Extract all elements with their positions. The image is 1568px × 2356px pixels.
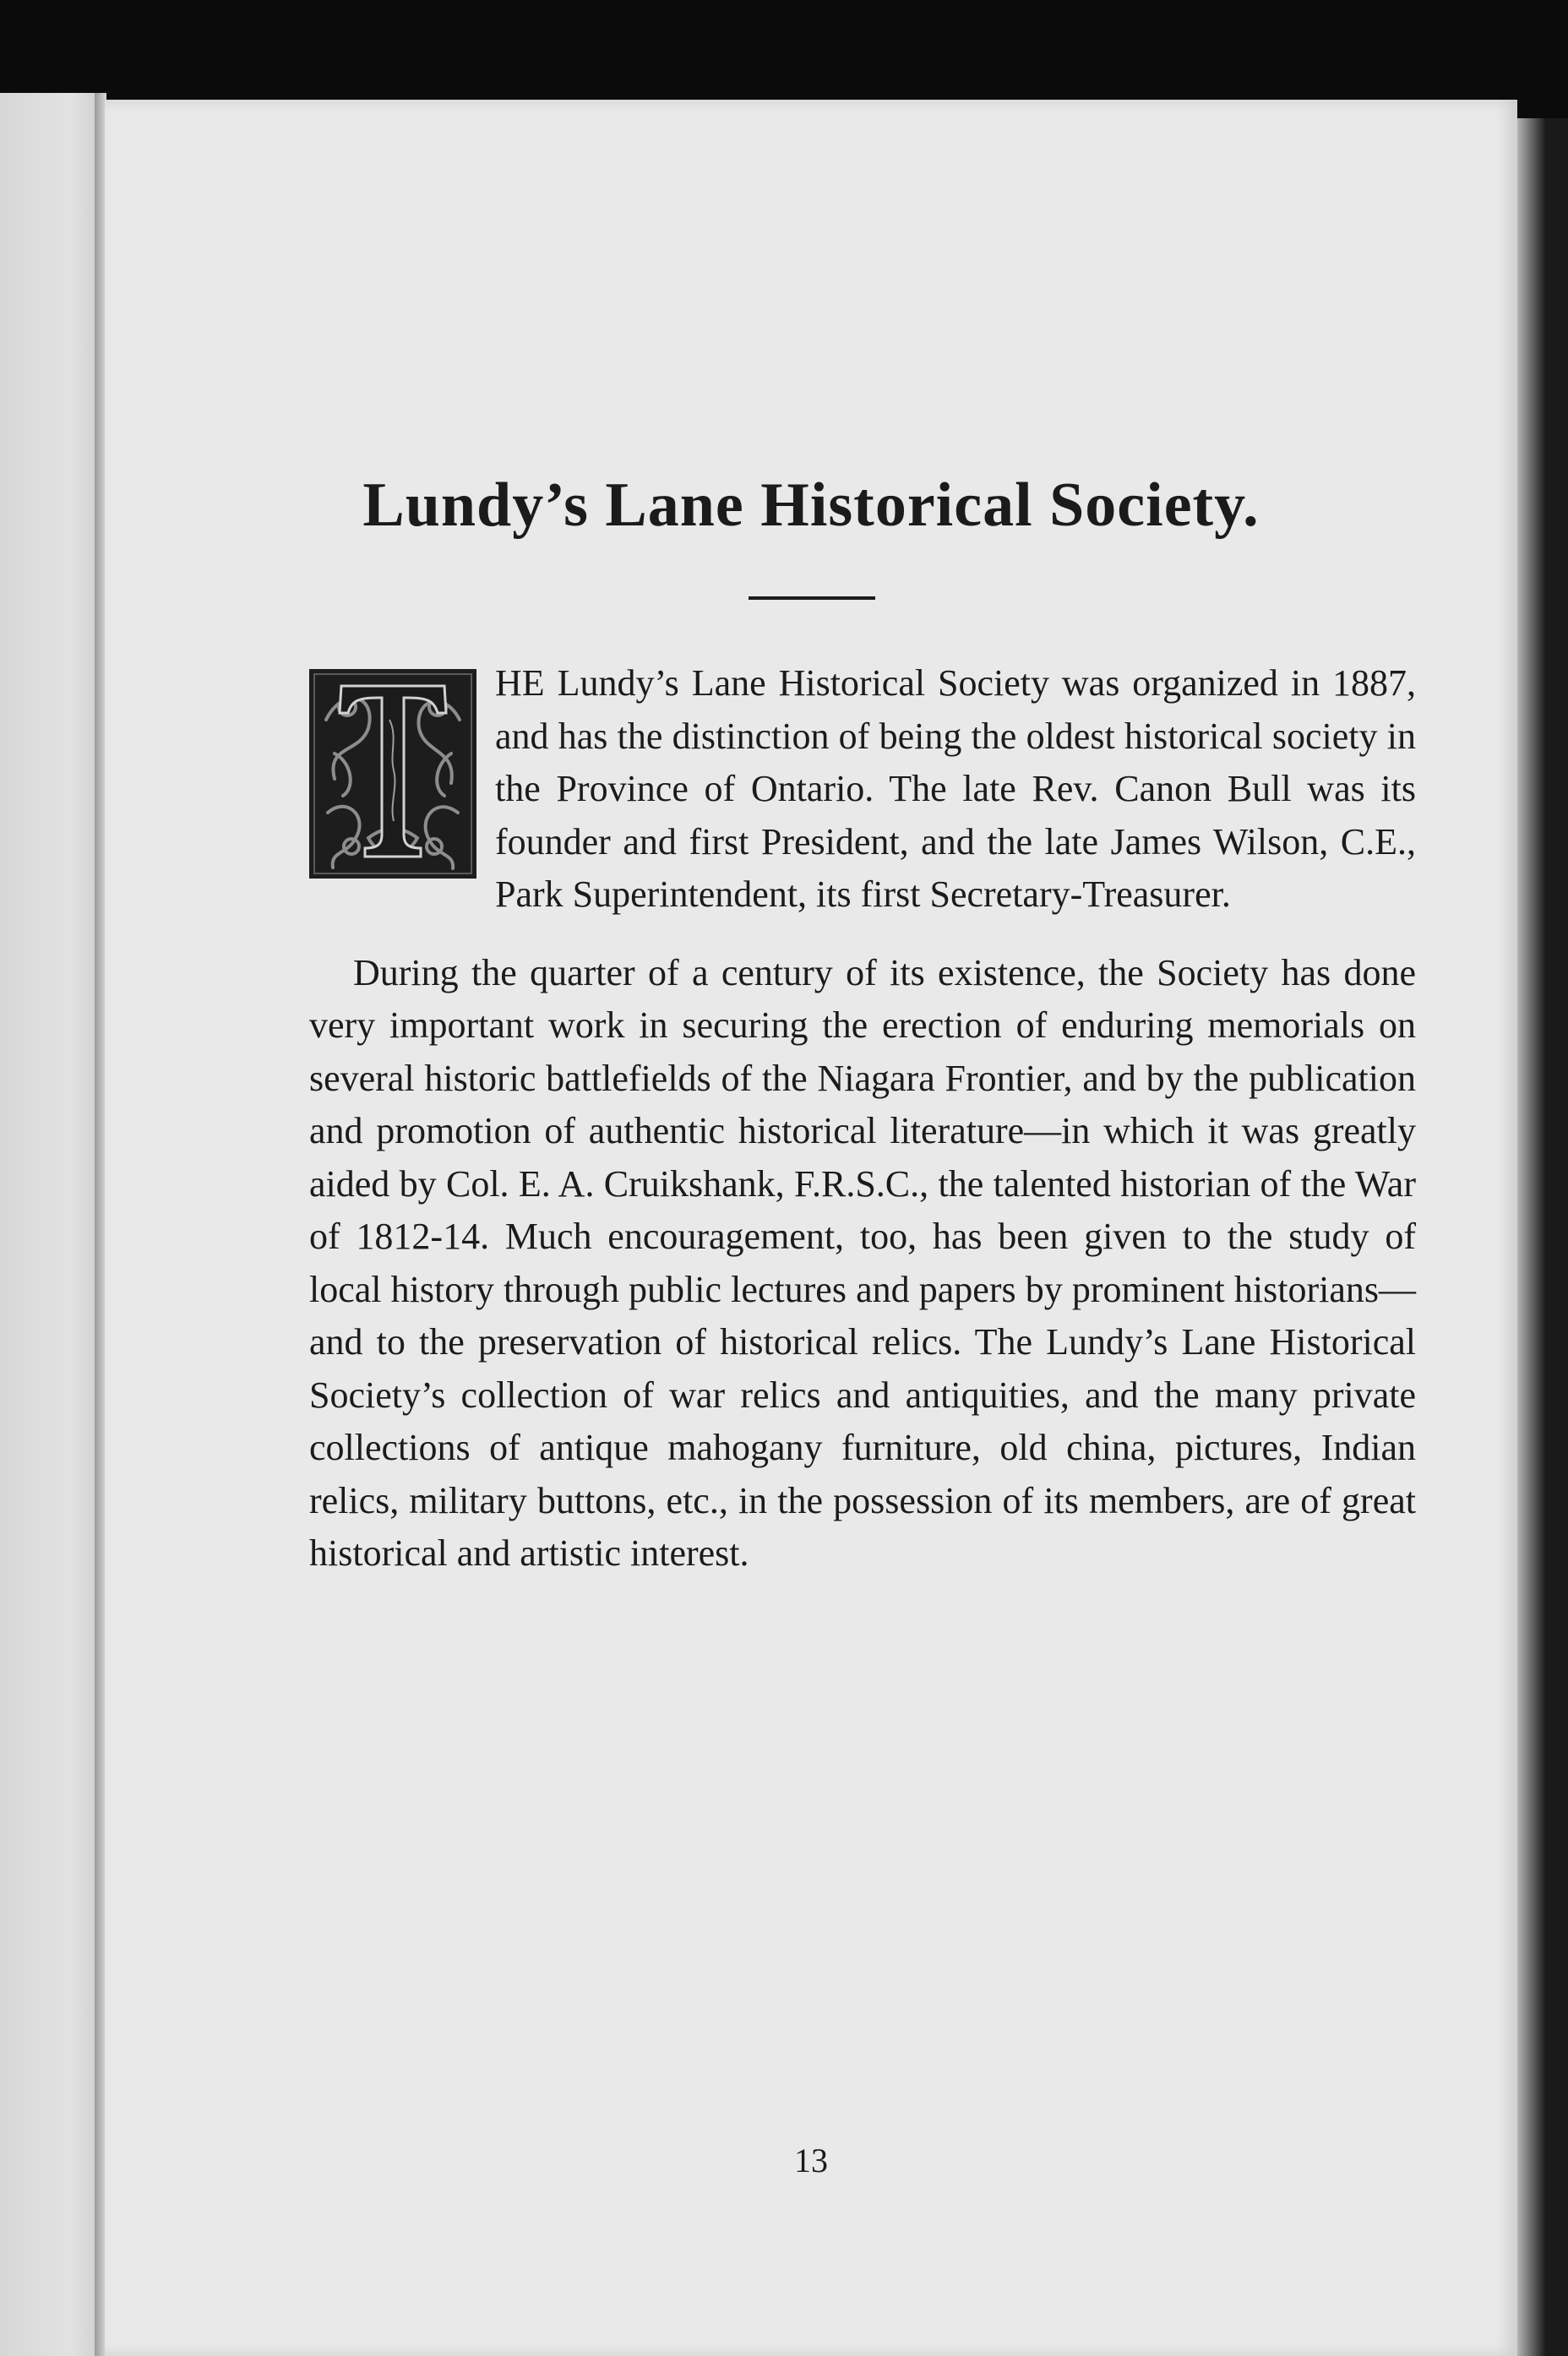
ornamental-drop-cap-icon — [309, 669, 476, 879]
page-edge-shadow — [1512, 118, 1568, 2356]
paragraph-2: During the quarter of a century of its existence, the Society has done very important work in securing the erection of enduring memorials on several historic battlefields of the Niagara Frontier, and by the publication and promotion of authentic historical literature—in which it was greatly aided by Col. E. A. Cruikshank, F.R.S.C., the talented historian of the War of 1812-14. Much encouragement, too, has been given to the study of local history through public lectures and papers by prominent historians—and to the preservation of historical relics. The Lundy’s Lane Historical Society’s collection of war relics and antiquities, and the many private collections of antique mahogany furniture, old china, pictures, Indian relics, military buttons, etc., in the possession of its members, are of great historical and artistic interest. — [309, 951, 1416, 1574]
page-number: 13 — [794, 2141, 828, 2179]
page-title: Lundy’s Lane Historical Society. — [362, 471, 1260, 540]
paragraph-1-text: HE Lundy’s Lane Historical Society was organized in 1887, and has the distinction of being the oldest historical society in the Province of Ontario. The late Rev. Canon Bull was its founder and first President, and the late James Wilson, C.E., Park Superintendent, its first Secretary-Treasurer. — [495, 662, 1416, 915]
title-rule — [749, 596, 875, 600]
facing-page-edge — [0, 93, 101, 2356]
paragraph-1 — [309, 657, 1416, 922]
article-body — [309, 657, 1416, 1581]
book-page — [105, 100, 1517, 2356]
